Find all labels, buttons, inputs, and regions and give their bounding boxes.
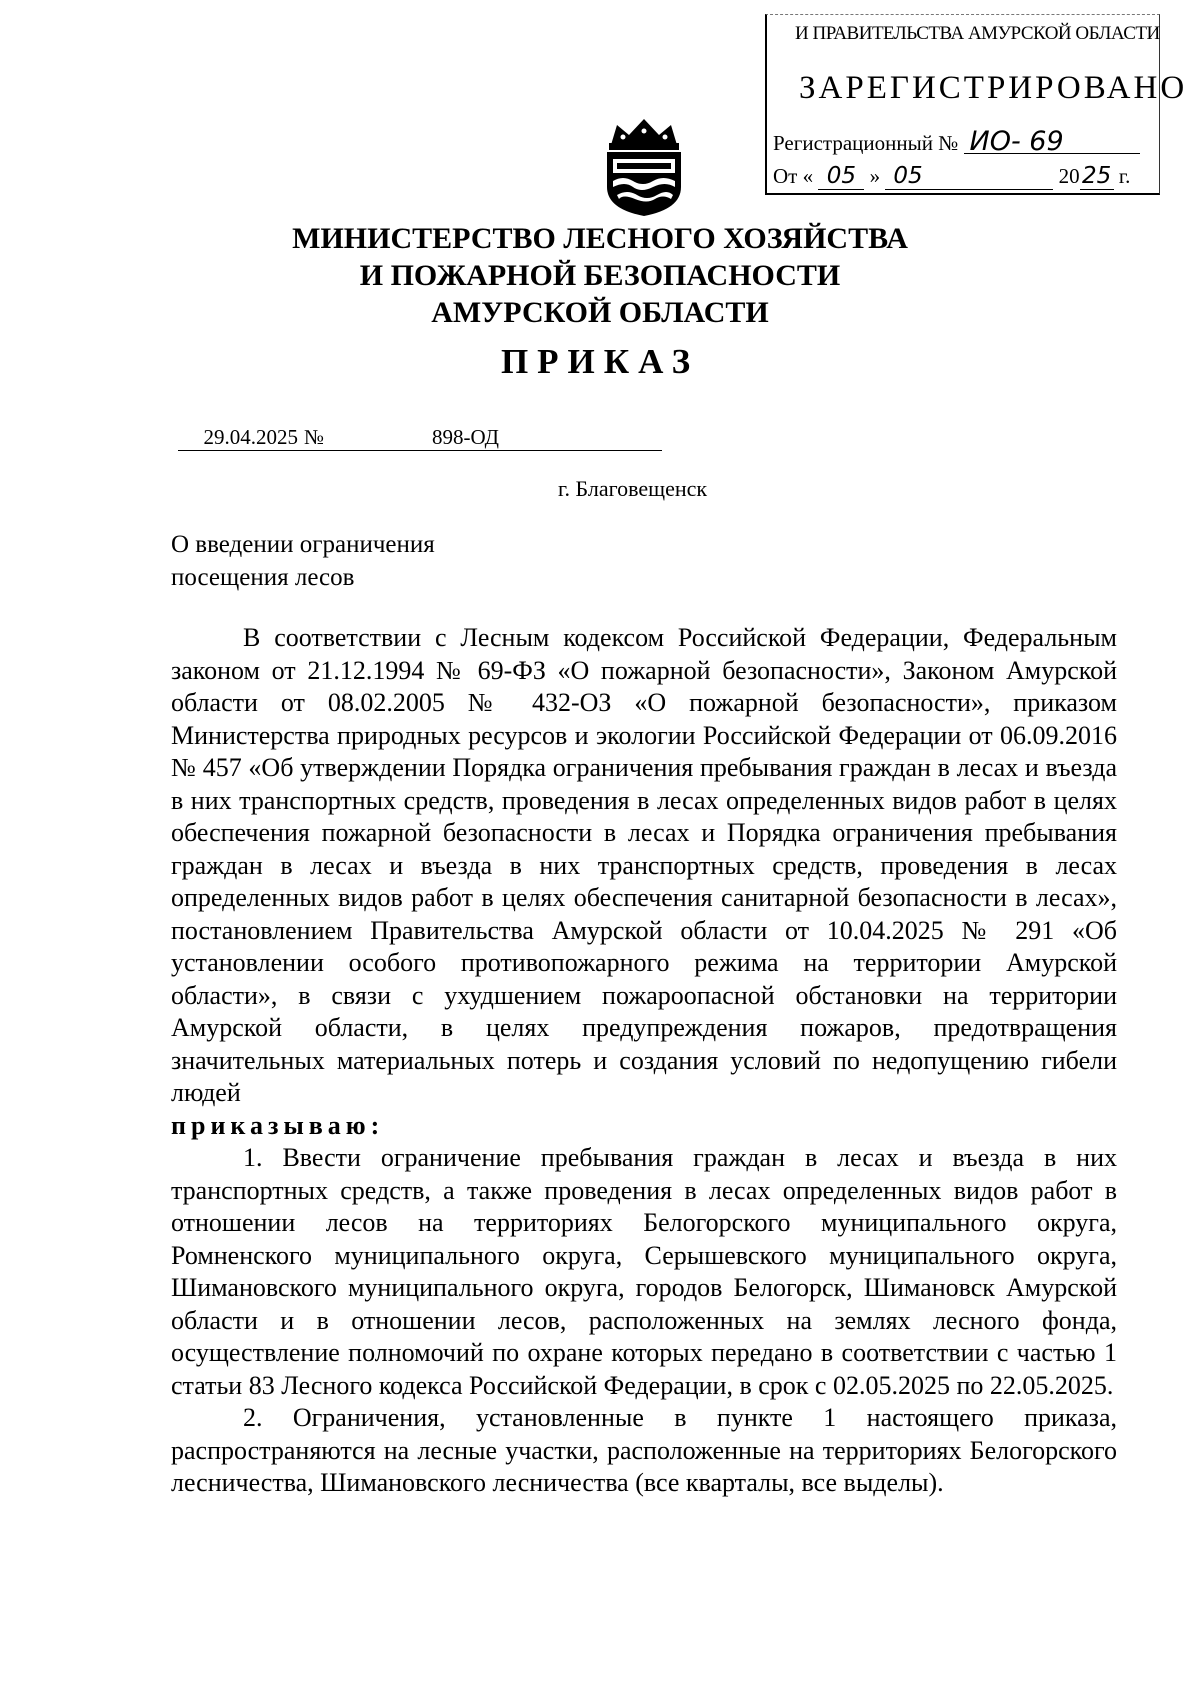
stamp-date-mid: » bbox=[869, 164, 881, 188]
ministry-line-1: МИНИСТЕРСТВО ЛЕСНОГО ХОЗЯЙСТВА bbox=[292, 222, 908, 255]
stamp-date-prefix: От « bbox=[773, 164, 814, 188]
stamp-date-suffix: г. bbox=[1118, 164, 1131, 188]
document-body bbox=[171, 622, 1117, 1500]
document-number-label: № bbox=[304, 425, 332, 451]
document-title: ПРИКАЗ bbox=[500, 342, 700, 381]
item-1-paragraph: 1. Ввести ограничение пребывания граждан в лесах и въезда в них транспортных средств, а также проведения в лесах определенных видов работ в отношении лесов на территориях Белогорского муниципального округа, Ромненского муниципального округа, Серышевского муниципального округа, Шимановского муниципального округа, городов Белогорск, Шимановск Амурской области и в отношении лесов, расположенных на землях лесного фонда, осуществление полномочий по охране которых передано в соответствии с частью 1 статьи 83 Лесного кодекса Российской Федерации, в срок с 02.05.2025 по 22.05.2025. bbox=[171, 1143, 1117, 1400]
stamp-reg-number: ИО- 69 bbox=[964, 131, 1140, 154]
registration-stamp bbox=[765, 14, 1188, 195]
stamp-header: И ПРАВИТЕЛЬСТВА АМУРСКОЙ ОБЛАСТИ bbox=[795, 23, 1160, 44]
order-word-text: приказываю: bbox=[171, 1110, 385, 1140]
subject-line-1: О введении ограничения bbox=[171, 531, 435, 558]
preamble-paragraph: В соответствии с Лесным кодексом Российской Федерации, Федеральным законом от 21.12.1994 № 69-ФЗ «О пожарной безопасности», Законом Амурской области от 08.02.2005 № 432-ОЗ «О пожарной безопасности», приказом Министерства природных ресурсов и экологии Российской Федерации от 06.09.2016 № 457 «Об утверждении Порядка ограничения пребывания граждан в лесах и въезда в них транспортных средств, проведения в лесах определенных видов работ в целях обеспечения пожарной безопасности в лесах и Порядка ограничения пребывания граждан в лесах и въезда в них транспортных средств, проведения в лесах определенных видов работ в целях обеспечения санитарной безопасности в лесах», постановлением Правительства Амурской области от 10.04.2025 № 291 «Об установлении особого противопожарного режима на территории Амурской области», в связи с ухудшением пожароопасной обстановки на территории Амурской области, в целях предупреждения пожаров, предотвращения значительных материальных потерь и создания условий по недопущению гибели людей bbox=[171, 623, 1117, 1107]
document-city: г. Благовещенск bbox=[558, 476, 708, 501]
stamp-date-year-prefix: 20 bbox=[1058, 164, 1080, 188]
stamp-reg-label: Регистрационный № bbox=[773, 131, 959, 155]
stamp-reg-number-line bbox=[773, 126, 1140, 157]
stamp-date-day: 05 bbox=[818, 163, 864, 190]
document-number: 898-ОД bbox=[332, 425, 662, 451]
stamp-date-month: 05 bbox=[885, 163, 1053, 190]
ministry-line-2: И ПОЖАРНОЙ БЕЗОПАСНОСТИ bbox=[359, 259, 841, 292]
document-date-number bbox=[178, 425, 662, 451]
order-word bbox=[171, 1110, 1117, 1143]
item-2-paragraph: 2. Ограничения, установленные в пункте 1 настоящего приказа, распространяются на лесные участки, расположенные на территориях Белогорского лесничества, Шимановского лесничества (все кварталы, все выделы). bbox=[171, 1403, 1117, 1497]
subject-line-2: посещения лесов bbox=[171, 564, 355, 591]
stamp-date-line bbox=[773, 163, 1153, 190]
amur-oblast-coat-of-arms-icon bbox=[601, 117, 687, 217]
document-date: 29.04.2025 bbox=[178, 425, 304, 451]
ministry-line-3: АМУРСКОЙ ОБЛАСТИ bbox=[431, 296, 769, 329]
document-subject bbox=[171, 528, 435, 594]
ministry-name bbox=[0, 220, 1200, 331]
stamp-date-year: 25 bbox=[1080, 163, 1114, 190]
stamp-registered: ЗАРЕГИСТРИРОВАНО bbox=[799, 70, 1188, 106]
